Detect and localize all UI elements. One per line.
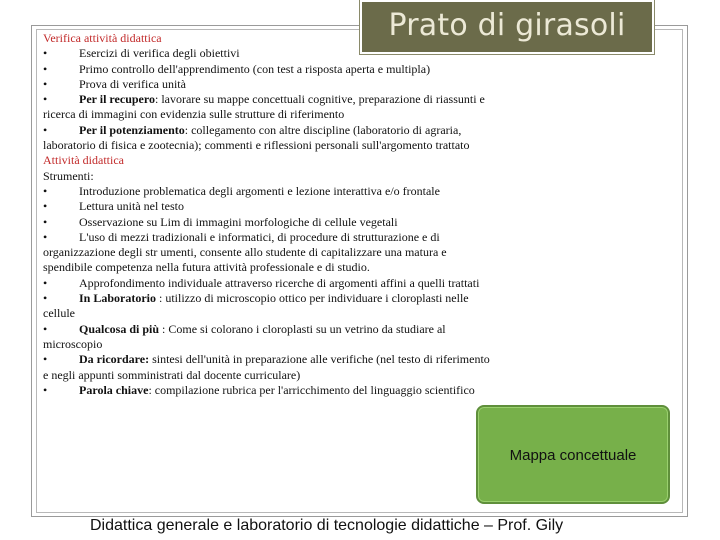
bullet-icon: • (43, 229, 48, 244)
bullet-item (43, 322, 543, 337)
bullet-icon: • (43, 122, 48, 137)
bullet-item (43, 199, 543, 214)
bullet-icon: • (43, 382, 48, 397)
line-text: cellule (43, 306, 75, 321)
bullet-text: : Come si colorano i cloroplasti su un vetrino da studiare al (159, 321, 446, 336)
bullet-item (43, 215, 543, 230)
text-line (43, 337, 543, 352)
bullet-bold-text: Da ricordare: (79, 352, 150, 367)
slide-title: Prato di girasoli (388, 8, 626, 43)
bullet-icon: • (43, 61, 48, 76)
section-heading (43, 31, 543, 46)
bullet-icon: • (43, 275, 48, 290)
bullet-text: : collegamento con altre discipline (laboratorio di agraria, (184, 122, 462, 137)
slide-body-text (43, 31, 543, 398)
line-text: microscopio (43, 336, 103, 351)
bullet-text: Primo controllo dell'apprendimento (con test a risposta aperta e multipla) (79, 61, 431, 76)
bullet-item (43, 276, 543, 291)
bullet-text: Osservazione su Lim di immagini morfologiche di cellule vegetali (79, 214, 398, 229)
heading-text: Verifica attività didattica (43, 31, 162, 45)
line-text: spendibile competenza nella futura attività professionale e di studio. (43, 260, 370, 275)
section-heading (43, 153, 543, 168)
concept-map-button[interactable] (476, 405, 670, 504)
bullet-item (43, 46, 543, 61)
line-text: organizzazione degli str umenti, consente allo studente di capitalizzare una matura e (43, 245, 447, 260)
bullet-text: Esercizi di verifica degli obiettivi (79, 46, 240, 61)
bullet-item (43, 123, 543, 138)
bullet-icon: • (43, 291, 48, 306)
bullet-text: Introduzione problematica degli argomenti e lezione interattiva e/o frontale (79, 183, 440, 198)
text-line (43, 306, 543, 321)
bullet-item (43, 184, 543, 199)
bullet-icon: • (43, 321, 48, 336)
bullet-icon: • (43, 352, 48, 367)
bullet-bold-text: Parola chiave (79, 382, 149, 397)
bullet-icon: • (43, 76, 48, 91)
bullet-item (43, 77, 543, 92)
bullet-icon: • (43, 214, 48, 229)
bullet-bold-text: Per il potenziamento (79, 122, 185, 137)
line-text: Strumenti: (43, 168, 94, 183)
bullet-item (43, 352, 543, 367)
bullet-item (43, 62, 543, 77)
heading-text: Attività didattica (43, 153, 124, 168)
bullet-icon: • (43, 46, 48, 61)
bullet-text: Prova di verifica unità (79, 76, 186, 91)
concept-map-label: Mappa concettuale (509, 447, 637, 464)
bullet-bold-text: Qualcosa di più (79, 321, 160, 336)
bullet-text: sintesi dell'unità in preparazione alle verifiche (nel testo di riferimento (149, 352, 490, 367)
line-text: laboratorio di fisica e zootecnia); commenti e riflessioni personali sull'argomento trattato (43, 138, 470, 153)
bullet-item (43, 92, 543, 107)
bullet-item (43, 291, 543, 306)
bullet-text: Lettura unità nel testo (79, 199, 184, 214)
bullet-icon: • (43, 183, 48, 198)
text-line (43, 368, 543, 383)
text-line (43, 245, 543, 260)
bullet-icon: • (43, 199, 48, 214)
text-line (43, 138, 543, 153)
bullet-text: Approfondimento individuale attraverso ricerche di argomenti affini a quelli trattati (79, 275, 480, 290)
bullet-text: : lavorare su mappe concettuali cognitive, preparazione di riassunti e (154, 92, 485, 107)
bullet-icon: • (43, 92, 48, 107)
bullet-item (43, 230, 543, 245)
bullet-text: L'uso di mezzi tradizionali e informatici, di procedure di strutturazione e di (79, 229, 440, 244)
text-line (43, 260, 543, 275)
text-line (43, 107, 543, 122)
line-text: e negli appunti somministrati dal docente curriculare) (43, 367, 301, 382)
bullet-text: : compilazione rubrica per l'arricchimento del linguaggio scientifico (148, 382, 475, 397)
bullet-bold-text: In Laboratorio (79, 291, 157, 306)
bullet-text: : utilizzo di microscopio ottico per individuare i cloroplasti nelle (156, 291, 469, 306)
bullet-item (43, 383, 543, 398)
footer-caption: Didattica generale e laboratorio di tecnologie didattiche – Prof. Gily (90, 517, 564, 534)
text-line (43, 169, 543, 184)
line-text: ricerca di immagini con evidenzia sulle strutture di riferimento (43, 107, 345, 122)
bullet-bold-text: Per il recupero (79, 92, 155, 107)
